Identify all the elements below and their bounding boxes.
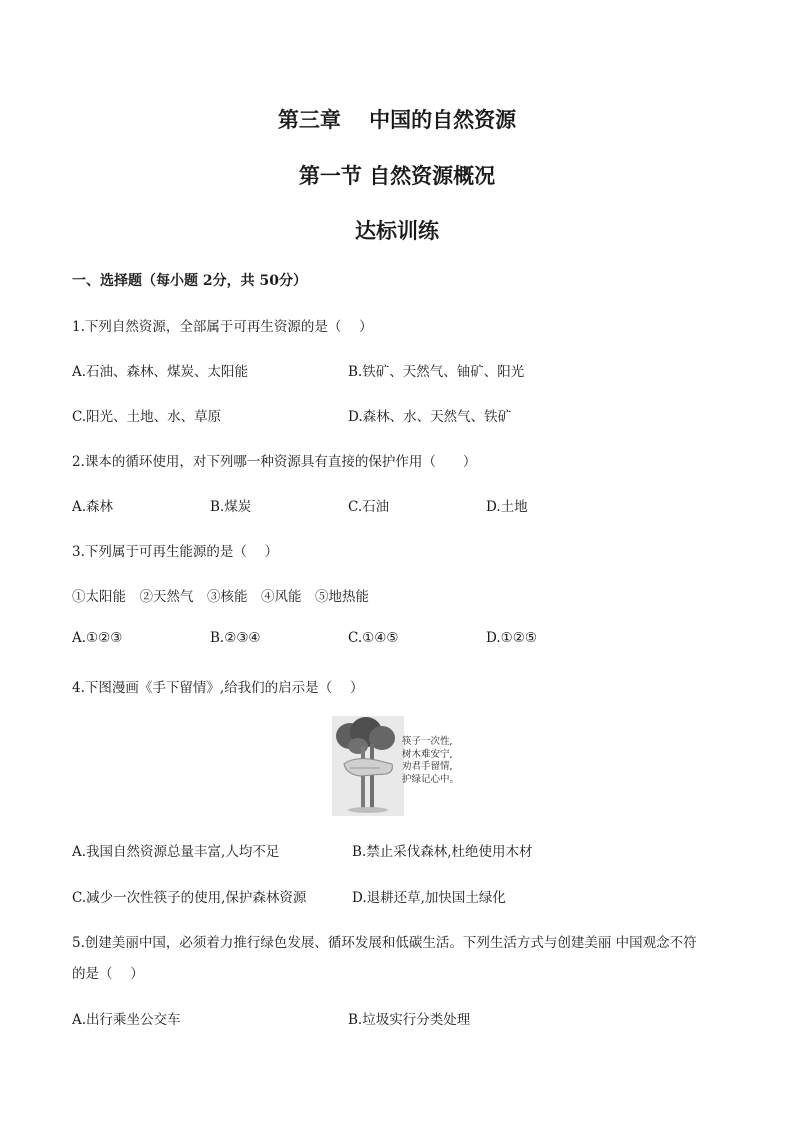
question-4-option-b: B.禁止采伐森林,杜绝使用木材: [352, 844, 533, 860]
question-3-stem: 3.下列属于可再生能源的是（ ）: [72, 544, 279, 560]
question-3-option-a: A.①②③: [72, 630, 123, 646]
question-5-option-a: A.出行乘坐公交车: [72, 1012, 181, 1028]
question-4-option-c: C.减少一次性筷子的使用,保护森林资源: [72, 890, 307, 906]
question-2-stem: 2.课本的循环使用，对下列哪一种资源具有直接的保护作用（ ）: [72, 454, 477, 470]
question-3-items: ①太阳能 ②天然气 ③核能 ④风能 ⑤地热能: [72, 589, 369, 605]
question-5-stem-line1: 5.创建美丽中国，必须着力推行绿色发展、循环发展和低碳生活。下列生活方式与创建美丽 中国观念不符: [72, 935, 697, 951]
question-1-option-d: D.森林、水、天然气、铁矿: [348, 409, 512, 425]
question-2-option-c: C.石油: [348, 499, 390, 515]
cartoon-poem-line: 劝君手留情,: [402, 761, 453, 772]
question-2-option-b: B.煤炭: [210, 499, 252, 515]
chapter-title: 第三章 中国的自然资源: [277, 107, 517, 132]
subtitle: 达标训练: [355, 218, 439, 243]
section-title: 第一节 自然资源概况: [298, 163, 496, 188]
question-1-option-b: B.铁矿、天然气、铀矿、阳光: [348, 364, 525, 380]
cartoon-poem-line: 护绿记心中。: [402, 773, 460, 785]
question-1-stem: 1.下列自然资源，全部属于可再生资源的是（ ）: [72, 319, 373, 335]
question-4-option-a: A.我国自然资源总量丰富,人均不足: [72, 844, 280, 860]
question-3-option-c: C.①④⑤: [348, 630, 399, 646]
question-4-stem: 4.下图漫画《手下留情》,给我们的启示是（ ）: [72, 680, 364, 696]
cartoon-poem: [402, 736, 459, 786]
question-3-option-b: B.②③④: [210, 630, 261, 646]
cartoon-poem-line: 树木难安宁,: [402, 748, 453, 760]
question-3-option-d: D.①②⑤: [486, 630, 537, 646]
cartoon-poem-line: 筷子一次性,: [402, 736, 453, 747]
question-2-option-a: A.森林: [72, 499, 114, 515]
question-5-option-b: B.垃圾实行分类处理: [348, 1012, 471, 1028]
cartoon-illustration: [330, 716, 464, 816]
question-1-option-a: A.石油、森林、煤炭、太阳能: [72, 364, 249, 380]
question-5-stem-line2: 的是（ ）: [72, 966, 144, 982]
question-4-option-d: D.退耕还草,加快国土绿化: [352, 890, 506, 906]
question-2-option-d: D.土地: [486, 499, 528, 515]
part-heading: 一、选择题（每小题 2分，共 50分）: [72, 273, 307, 289]
question-1-option-c: C.阳光、土地、水、草原: [72, 409, 222, 425]
